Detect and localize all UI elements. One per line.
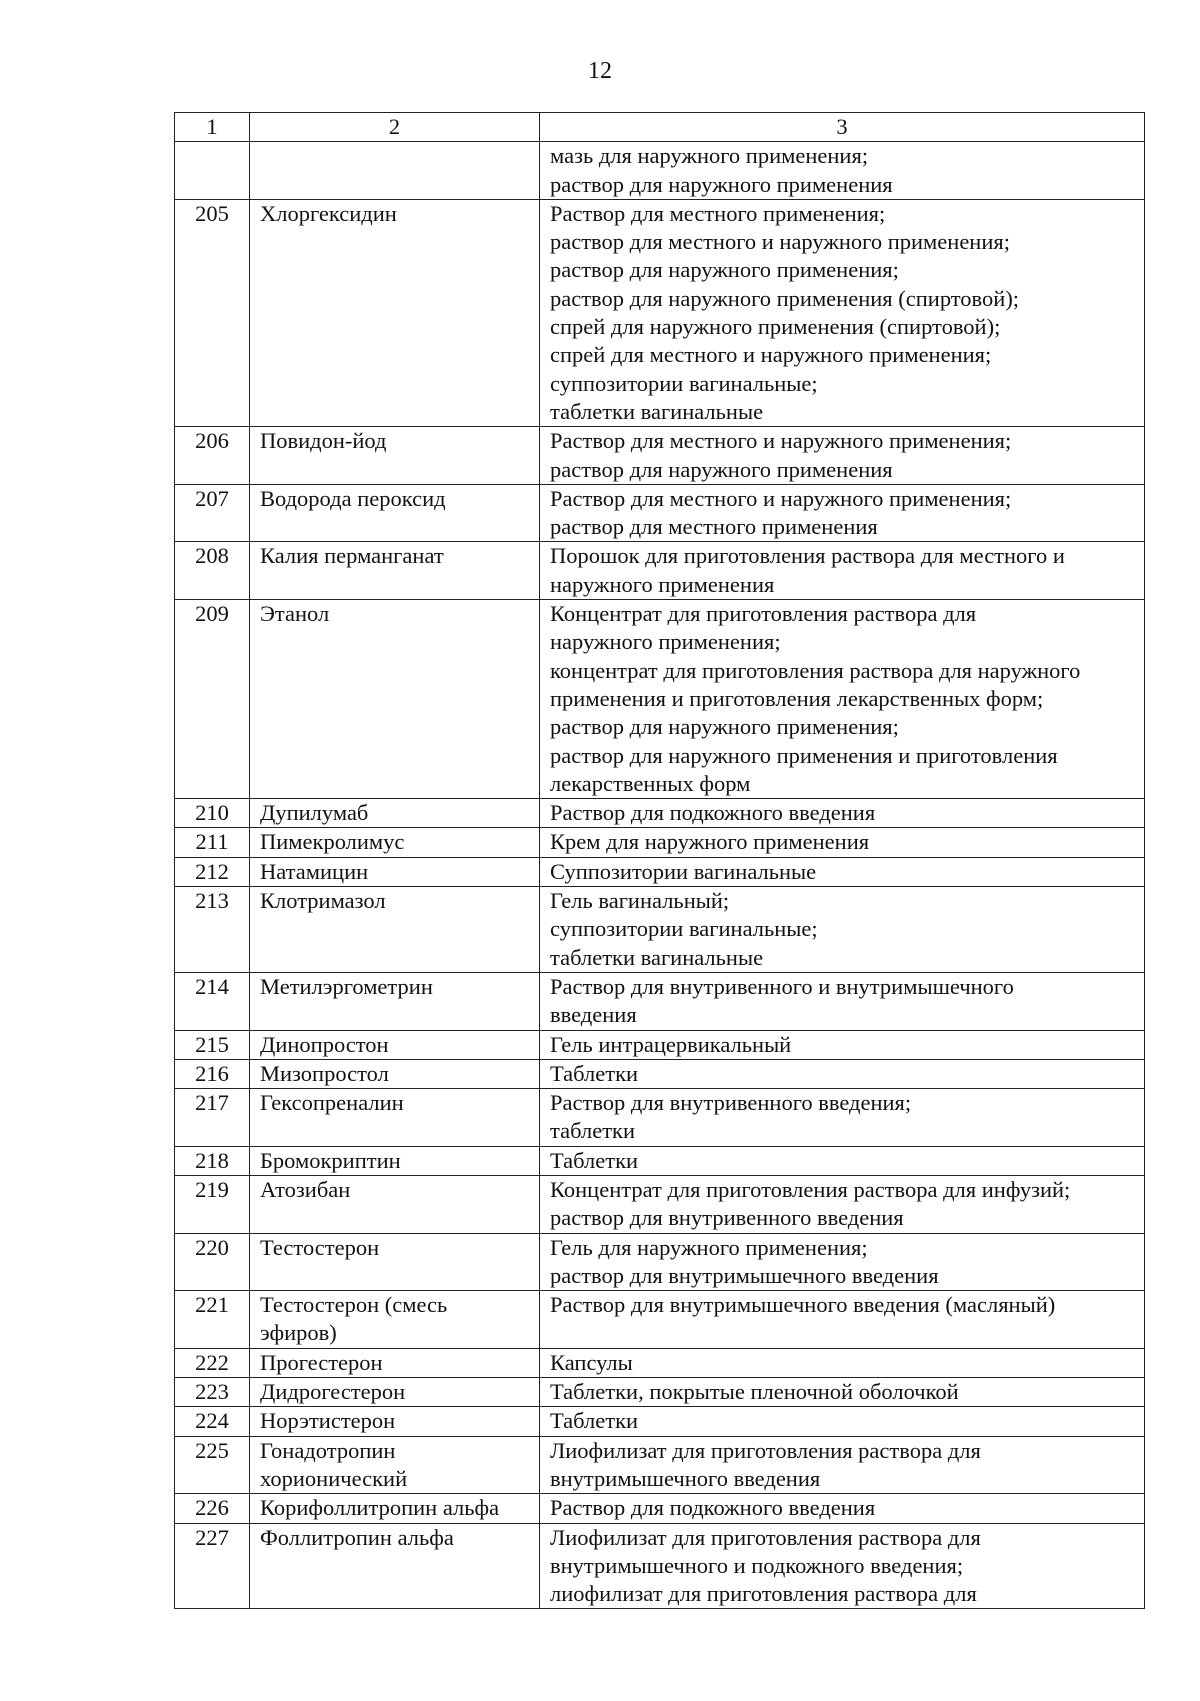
dosage-forms — [540, 799, 1145, 828]
dosage-forms — [540, 1291, 1145, 1349]
dosage-form-line: введения — [550, 1002, 637, 1028]
dosage-form-line: раствор для наружного применения; — [550, 257, 899, 283]
drug-table — [174, 112, 1145, 1609]
row-number: 208 — [175, 542, 250, 600]
drug-name: Гонадотропин хорионический — [250, 1436, 540, 1494]
row-number: 227 — [175, 1523, 250, 1609]
dosage-form-line: Гель для наружного применения; — [550, 1234, 868, 1260]
row-number: 222 — [175, 1348, 250, 1377]
dosage-form-line: суппозитории вагинальные; — [550, 370, 818, 396]
dosage-forms — [540, 1146, 1145, 1175]
dosage-forms — [540, 199, 1145, 426]
dosage-form-line: Раствор для подкожного введения — [550, 800, 876, 826]
table-row — [175, 484, 1145, 542]
dosage-form-line: Раствор для местного и наружного применения; — [550, 485, 1012, 511]
drug-name: Повидон-йод — [250, 427, 540, 485]
dosage-forms — [540, 142, 1145, 200]
drug-name: Дидрогестерон — [250, 1378, 540, 1407]
table-row — [175, 857, 1145, 886]
page-number: 12 — [588, 58, 612, 84]
dosage-forms — [540, 600, 1145, 799]
dosage-form-line: Концентрат для приготовления раствора для — [550, 601, 977, 627]
dosage-form-line: спрей для местного и наружного применения; — [550, 342, 992, 368]
row-number: 226 — [175, 1494, 250, 1523]
row-number: 219 — [175, 1175, 250, 1233]
table-row — [175, 1233, 1145, 1291]
column-header-3: 3 — [540, 113, 1145, 142]
dosage-forms — [540, 1494, 1145, 1523]
dosage-form-line: спрей для наружного применения (спиртовой); — [550, 314, 1001, 340]
dosage-form-line: внутримышечного и подкожного введения; — [550, 1552, 964, 1578]
drug-name: Дупилумаб — [250, 799, 540, 828]
dosage-form-line: суппозитории вагинальные; — [550, 916, 818, 942]
row-number: 221 — [175, 1291, 250, 1349]
dosage-form-line: лиофилизат для приготовления раствора для — [550, 1581, 977, 1607]
table-row — [175, 887, 1145, 973]
row-number: 214 — [175, 972, 250, 1030]
dosage-form-line: Таблетки — [550, 1147, 639, 1173]
dosage-form-line: раствор для наружного применения — [550, 456, 893, 482]
table-row — [175, 199, 1145, 426]
dosage-form-line: раствор для внутримышечного введения — [550, 1262, 939, 1288]
dosage-form-line: раствор для наружного применения и приготовления — [550, 742, 1058, 768]
row-number: 220 — [175, 1233, 250, 1291]
drug-name: Метилэргометрин — [250, 972, 540, 1030]
dosage-form-line: Крем для наружного применения — [550, 829, 870, 855]
dosage-form-line: наружного применения; — [550, 629, 781, 655]
row-number: 210 — [175, 799, 250, 828]
dosage-form-line: таблетки вагинальные — [550, 398, 764, 424]
table-row — [175, 1146, 1145, 1175]
drug-name: Натамицин — [250, 857, 540, 886]
drug-name: Бромокриптин — [250, 1146, 540, 1175]
table-row — [175, 1175, 1145, 1233]
row-number: 206 — [175, 427, 250, 485]
drug-name: Корифоллитропин альфа — [250, 1494, 540, 1523]
dosage-forms — [540, 828, 1145, 857]
dosage-form-line: Раствор для внутривенного введения; — [550, 1090, 912, 1116]
column-header-2: 2 — [250, 113, 540, 142]
dosage-form-line: Гель интрацервикальный — [550, 1031, 792, 1057]
table-row — [175, 1407, 1145, 1436]
dosage-forms — [540, 1407, 1145, 1436]
dosage-forms — [540, 1089, 1145, 1147]
dosage-form-line: Лиофилизат для приготовления раствора для — [550, 1437, 981, 1463]
drug-name — [250, 142, 540, 200]
dosage-form-line: Таблетки — [550, 1060, 639, 1086]
header-row — [175, 113, 1145, 142]
dosage-form-line: применения и приготовления лекарственных форм; — [550, 685, 1044, 711]
dosage-forms — [540, 1059, 1145, 1088]
table-row — [175, 1348, 1145, 1377]
dosage-form-line: мазь для наружного применения; — [550, 143, 869, 169]
dosage-form-line: концентрат для приготовления раствора для наружного — [550, 657, 1081, 683]
column-header-1: 1 — [175, 113, 250, 142]
dosage-forms — [540, 1378, 1145, 1407]
dosage-form-line: раствор для наружного применения — [550, 171, 893, 197]
row-number: 216 — [175, 1059, 250, 1088]
dosage-forms — [540, 1233, 1145, 1291]
dosage-form-line: раствор для местного и наружного применения; — [550, 229, 1010, 255]
table-row — [175, 972, 1145, 1030]
dosage-form-line: Раствор для подкожного введения — [550, 1495, 876, 1521]
dosage-form-line: раствор для местного применения — [550, 514, 878, 540]
table-row — [175, 1089, 1145, 1147]
drug-name: Клотримазол — [250, 887, 540, 973]
table-row — [175, 1523, 1145, 1609]
drug-name: Водорода пероксид — [250, 484, 540, 542]
drug-name: Тестостерон (смесь эфиров) — [250, 1291, 540, 1349]
dosage-forms — [540, 1175, 1145, 1233]
row-number: 224 — [175, 1407, 250, 1436]
drug-name: Норэтистерон — [250, 1407, 540, 1436]
drug-name: Динопростон — [250, 1030, 540, 1059]
row-number: 205 — [175, 199, 250, 426]
dosage-forms — [540, 484, 1145, 542]
dosage-forms — [540, 972, 1145, 1030]
table-row — [175, 542, 1145, 600]
row-number: 217 — [175, 1089, 250, 1147]
row-number: 207 — [175, 484, 250, 542]
dosage-form-line: Концентрат для приготовления раствора для инфузий; — [550, 1176, 1071, 1202]
dosage-form-line: Раствор для внутримышечного введения (масляный) — [550, 1292, 1056, 1318]
dosage-form-line: внутримышечного введения — [550, 1465, 821, 1491]
dosage-form-line: лекарственных форм — [550, 770, 751, 796]
row-number: 212 — [175, 857, 250, 886]
table-row — [175, 427, 1145, 485]
table-header — [175, 113, 1145, 142]
dosage-forms — [540, 542, 1145, 600]
dosage-forms — [540, 887, 1145, 973]
drug-name: Пимекролимус — [250, 828, 540, 857]
drug-name: Прогестерон — [250, 1348, 540, 1377]
dosage-form-line: раствор для наружного применения (спиртовой); — [550, 285, 1020, 311]
row-number: 213 — [175, 887, 250, 973]
row-number: 209 — [175, 600, 250, 799]
row-number: 225 — [175, 1436, 250, 1494]
drug-name: Хлоргексидин — [250, 199, 540, 426]
row-number: 223 — [175, 1378, 250, 1407]
dosage-forms — [540, 1348, 1145, 1377]
drug-name: Гексопреналин — [250, 1089, 540, 1147]
table-row — [175, 142, 1145, 200]
row-number: 215 — [175, 1030, 250, 1059]
table-row — [175, 1436, 1145, 1494]
dosage-form-line: наружного применения — [550, 571, 775, 597]
drug-name: Мизопростол — [250, 1059, 540, 1088]
row-number: 218 — [175, 1146, 250, 1175]
dosage-form-line: Гель вагинальный; — [550, 888, 730, 914]
dosage-form-line: Лиофилизат для приготовления раствора для — [550, 1524, 981, 1550]
dosage-form-line: Раствор для местного применения; — [550, 200, 886, 226]
table-row — [175, 600, 1145, 799]
dosage-form-line: раствор для внутривенного введения — [550, 1205, 904, 1231]
dosage-form-line: таблетки — [550, 1118, 636, 1144]
table-body — [175, 142, 1145, 1609]
table-row — [175, 828, 1145, 857]
dosage-forms — [540, 1436, 1145, 1494]
dosage-forms — [540, 427, 1145, 485]
dosage-form-line: Суппозитории вагинальные — [550, 858, 817, 884]
row-number: 211 — [175, 828, 250, 857]
table-row — [175, 1494, 1145, 1523]
drug-name: Фоллитропин альфа — [250, 1523, 540, 1609]
dosage-form-line: Таблетки, покрытые пленочной оболочкой — [550, 1379, 959, 1405]
dosage-form-line: таблетки вагинальные — [550, 944, 764, 970]
table-row — [175, 1030, 1145, 1059]
row-number — [175, 142, 250, 200]
table-row — [175, 1059, 1145, 1088]
drug-name: Калия перманганат — [250, 542, 540, 600]
drug-name: Этанол — [250, 600, 540, 799]
dosage-form-line: раствор для наружного применения; — [550, 714, 899, 740]
dosage-form-line: Раствор для внутривенного и внутримышечного — [550, 973, 1014, 999]
dosage-forms — [540, 1523, 1145, 1609]
table-row — [175, 799, 1145, 828]
dosage-forms — [540, 857, 1145, 886]
dosage-form-line: Таблетки — [550, 1408, 639, 1434]
dosage-form-line: Порошок для приготовления раствора для местного и — [550, 543, 1065, 569]
table-row — [175, 1291, 1145, 1349]
dosage-forms — [540, 1030, 1145, 1059]
drug-name: Атозибан — [250, 1175, 540, 1233]
dosage-form-line: Раствор для местного и наружного применения; — [550, 428, 1012, 454]
dosage-form-line: Капсулы — [550, 1349, 633, 1375]
drug-name: Тестостерон — [250, 1233, 540, 1291]
table-row — [175, 1378, 1145, 1407]
